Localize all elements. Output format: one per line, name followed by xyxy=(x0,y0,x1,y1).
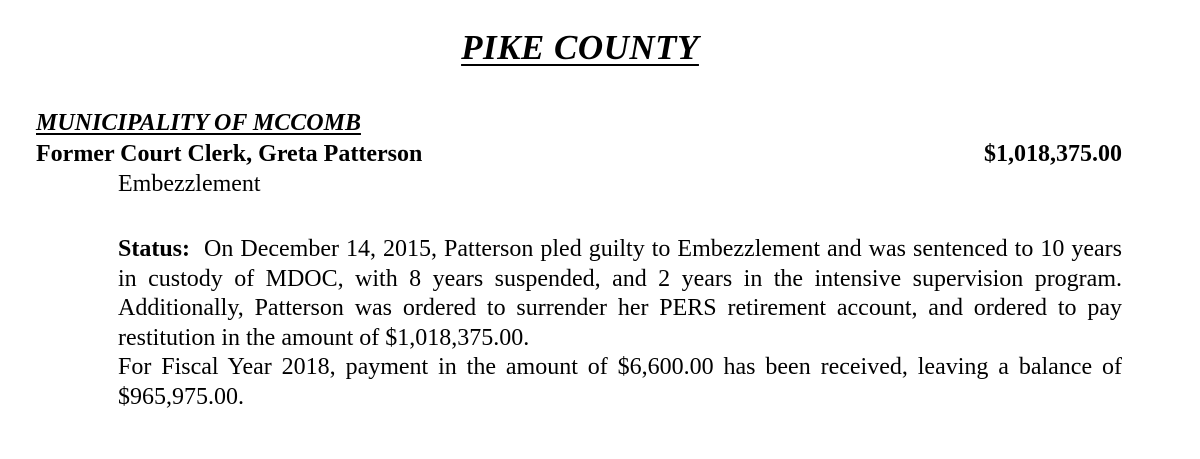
payment-paragraph: For Fiscal Year 2018, payment in the amount of $6,600.00 has been received, leaving a balance of $965,975.00. xyxy=(118,354,1122,410)
county-heading: PIKE COUNTY xyxy=(461,28,699,67)
status-paragraph xyxy=(118,235,1122,353)
case-amount: $1,018,375.00 xyxy=(984,141,1122,167)
status-label: Status: xyxy=(118,236,191,262)
offense-label: Embezzlement xyxy=(118,171,261,197)
municipality-heading: MUNICIPALITY OF MCCOMB xyxy=(36,110,361,136)
status-text: On December 14, 2015, Patterson pled guilty to Embezzlement and was sentenced to 10 years in custody of MDOC, with 8 years suspended, and 2 years in the intensive supervision program. Additionally, Patterson was ordered to surrender her PERS retirement account, and ordered to pay restitution in the amount of $1,018,375.00. xyxy=(118,236,1122,351)
case-name: Former Court Clerk, Greta Patterson xyxy=(36,141,423,167)
status-section xyxy=(118,235,1122,412)
